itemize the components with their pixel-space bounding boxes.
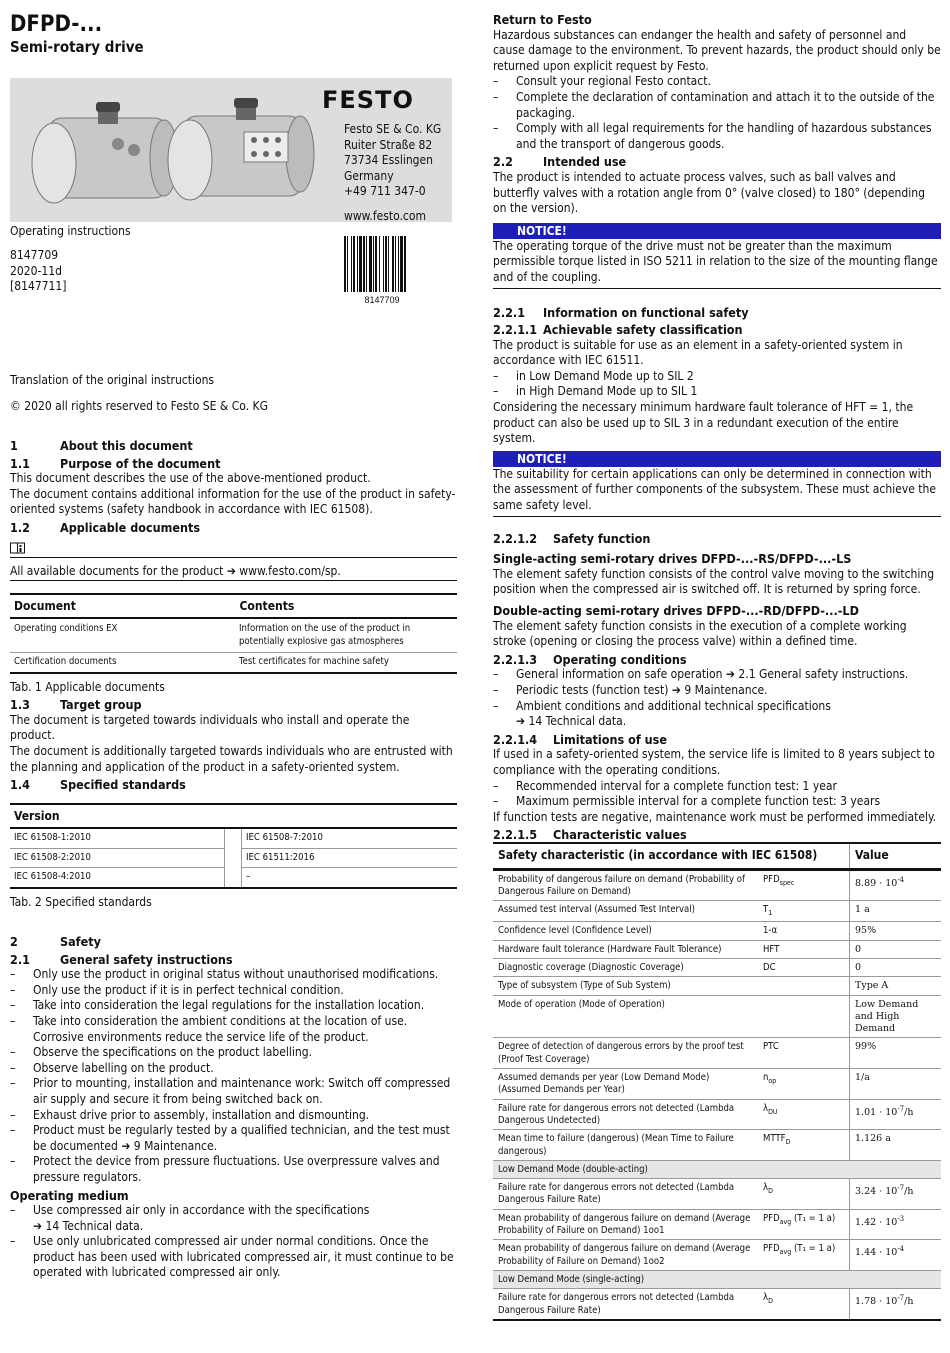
cv-characteristic: Degree of detection of dangerous errors by the proof test (Proof Test Coverage) [498, 1041, 744, 1065]
cross-reference[interactable]: ➔ 14 Technical data. [516, 714, 627, 729]
standard-item: IEC 61511:2016 [242, 849, 457, 868]
cv-symbol: $n_{op}$ [763, 1072, 777, 1085]
table-header-document: Document [14, 599, 76, 614]
company-name: Festo SE & Co. KG [344, 122, 442, 136]
barcode-bar [363, 236, 365, 292]
section-2 [10, 934, 457, 1281]
list-item: – Use only unlubricated compressed air under normal conditions. Once the product has been used with lubricated compressed air, it must continue to be operated with lubricated compressed air only. [10, 1234, 457, 1281]
section-1-1-heading: 1.1 Purpose of the document [10, 455, 221, 471]
section-2-2-1-heading: 2.2.1 Information on functional safety [493, 304, 749, 320]
cv-value: $8.89 \cdot 10^{-4}$ [849, 871, 941, 901]
cv-symbol: $PFD_{avg}$ (T₁ = 1 a) [763, 1243, 836, 1257]
cv-symbol: $\lambda_{DU}$ [763, 1102, 778, 1116]
double-acting-heading: Double-acting semi-rotary drives DFPD-...-RD/DFPD-...-LD [493, 603, 859, 618]
barcode-bar [351, 236, 352, 292]
cv-characteristic: Assumed test interval (Assumed Test Interval) [498, 904, 695, 916]
standard-item: IEC 61508-1:2010 [10, 829, 224, 848]
cv-characteristic: Hardware fault tolerance (Hardware Fault Tolerance) [498, 943, 722, 955]
cv-value: 0 [849, 941, 941, 958]
section-2-2-1-4-text-2: If function tests are negative, maintenance work must be performed immediately. [493, 809, 937, 824]
cv-symbol-sub: DU [768, 1107, 778, 1116]
cv-characteristic: Mean probability of dangerous failure on demand (Average Probability of Failure on Demand) 1oo2 [498, 1243, 751, 1267]
return-to-festo-text: Hazardous substances can endanger the health and safety of personnel and cause damage to the environment. To prevent hazards, the product should only be returned upon explicit request by Festo. [493, 27, 941, 73]
table-cell: Operating conditions EX [14, 623, 118, 635]
documentation-icon [10, 542, 26, 554]
standards-left-column [10, 829, 224, 886]
barcode-bar [366, 236, 367, 292]
section-1-4-heading: 1.4 Specified standards [10, 777, 186, 793]
product-image [18, 88, 318, 216]
cv-characteristic: Diagnostic coverage (Diagnostic Coverage) [498, 961, 684, 973]
list-item: – in Low Demand Mode up to SIL 2 [493, 369, 941, 385]
table-1-caption: Tab. 1 Applicable documents [10, 679, 165, 694]
info-box-top [10, 536, 457, 558]
cv-row [493, 1069, 941, 1100]
notice-banner: NOTICE! [493, 451, 941, 467]
cv-header-row [493, 844, 941, 871]
list-item: – Periodic tests (function test) ➔ 9 Maintenance. [493, 683, 941, 699]
standards-table-body [10, 829, 457, 886]
cv-value-exp: -3 [897, 1214, 905, 1223]
doc-title: DFPD-... [10, 12, 103, 37]
list-item: – Complete the declaration of contamination and attach it to the outside of the packaging. [493, 90, 941, 121]
barcode-bar [357, 236, 358, 292]
list-item: – Take into consideration the ambient conditions at the location of use. Corrosive environments reduce the service life of the product. [10, 1014, 457, 1045]
cv-row [493, 959, 941, 977]
cv-row [493, 922, 941, 940]
cv-symbol: $MTTF_D$ [763, 1133, 791, 1147]
barcode-bar [353, 236, 355, 292]
safety-instructions-list [10, 967, 457, 1185]
return-to-festo [493, 12, 941, 843]
table-cell: Test certificates for machine safety [239, 656, 389, 668]
cv-value: Type A [849, 977, 941, 994]
cv-symbol-sub: avg [779, 1248, 792, 1257]
cv-symbol: HFT [763, 943, 780, 955]
cv-header-value: Value [849, 844, 941, 868]
cv-characteristic: Failure rate for dangerous errors not detected (Lambda Dangerous Failure Rate) [498, 1182, 735, 1206]
list-item: – Use compressed air only in accordance with the specifications [10, 1203, 457, 1219]
standard-item: – [246, 871, 251, 883]
table-row [10, 618, 457, 653]
cv-value-exp: -4 [897, 875, 905, 884]
cv-value: Low Demand and High Demand [849, 996, 941, 1038]
doc-subtitle: Semi-rotary drive [10, 38, 144, 56]
cv-symbol [759, 977, 849, 994]
applicable-documents-table [10, 593, 457, 674]
cv-characteristic: Mode of operation (Mode of Operation) [498, 998, 665, 1010]
product-header-panel [10, 78, 452, 222]
company-phone: +49 711 347-0 [344, 184, 426, 198]
table-2-caption: Tab. 2 Specified standards [10, 894, 152, 909]
section-1-2-heading: 1.2 Applicable documents [10, 519, 201, 535]
list-item: – Maximum permissible interval for a complete function test: 3 years [493, 794, 941, 810]
section-2-heading: 2 Safety [10, 934, 101, 949]
cv-characteristic: Confidence level (Confidence Level) [498, 925, 652, 937]
cv-symbol-sub: op [768, 1076, 777, 1085]
cv-row [493, 977, 941, 995]
list-item: – Observe labelling on the product. [10, 1061, 457, 1077]
cv-value: 99% [849, 1038, 941, 1068]
operating-medium-heading: Operating medium [10, 1187, 129, 1203]
barcode-bar [398, 236, 399, 292]
section-2-2-heading: 2.2 Intended use [493, 154, 627, 170]
cv-value-exp: -4 [897, 1245, 905, 1254]
table-header-contents: Contents [235, 594, 457, 618]
barcode-number: 8147709 [364, 294, 400, 305]
cv-value: $1.42 \cdot 10^{-3}$ [849, 1210, 941, 1240]
list-item: – Consult your regional Festo contact. [493, 74, 941, 90]
cv-characteristic: Failure rate for dangerous errors not detected (Lambda Dangerous Undetected) [498, 1102, 735, 1126]
standard-item: IEC 61508-7:2010 [242, 829, 457, 848]
characteristic-values-table [493, 842, 941, 1321]
festo-logo: FESTO [322, 86, 414, 114]
barcode-bar [359, 236, 362, 292]
cv-value-exp: -7 [897, 1104, 905, 1113]
section-2-1-heading: 2.1 General safety instructions [10, 951, 233, 967]
cv-symbol-sub: D [768, 1297, 773, 1306]
list-item: – Exhaust drive prior to assembly, installation and dismounting. [10, 1108, 457, 1124]
barcode-bar [388, 236, 389, 292]
cv-group-row: Low Demand Mode (double-acting) [493, 1161, 941, 1179]
barcode-bars [344, 236, 420, 292]
cv-row [493, 1130, 941, 1161]
section-1-1-text-1: This document describes the use of the above-mentioned product. [10, 471, 371, 486]
standard-item: IEC 61508-4:2010 [14, 871, 91, 883]
cv-symbol: $PFD_{spec}$ [763, 873, 795, 887]
cv-body [493, 871, 941, 1319]
barcode-bar [375, 236, 377, 292]
double-acting-text: The element safety function consists in the execution of a complete working stroke (opening or closing the process valve) within a defined time. [493, 618, 907, 649]
barcode-bar [400, 236, 403, 292]
cv-value: 1 a [849, 901, 941, 921]
cv-value: 1.126 a [849, 1130, 941, 1160]
barcode-bar [383, 236, 384, 292]
cv-row [493, 1100, 941, 1131]
barcode-bar [344, 236, 346, 292]
notice-banner: NOTICE! [493, 223, 941, 239]
cv-characteristic: Type of subsystem (Type of Sub System) [498, 980, 671, 992]
cv-symbol: 1-α [763, 925, 778, 937]
cv-characteristic: Probability of dangerous failure on demand (Probability of Dangerous Failure on Demand) [498, 873, 745, 897]
cv-value: 0 [849, 959, 941, 976]
cv-group-row: Low Demand Mode (single-acting) [493, 1271, 941, 1289]
return-to-festo-heading: Return to Festo [493, 12, 592, 27]
company-country: Germany [344, 168, 394, 183]
section-1-1-text-2: The document contains additional information for the use of the product in safety-oriented systems (safety handbook in accordance with IEC 61508). [10, 486, 456, 517]
section-1 [10, 438, 457, 910]
section-2-2-1-4-text: If used in a safety-oriented system, the service life is limited to 8 years subject to compliance with the operating conditions. [493, 747, 935, 777]
cv-row [493, 1289, 941, 1319]
cv-symbol: $T_1$ [763, 904, 773, 918]
cv-symbol-sub: avg [779, 1217, 792, 1226]
list-item: – Product must be regularly tested by a qualified technician, and the test must be documented ➔ 9 Maintenance. [10, 1123, 457, 1154]
cv-value: 1/a [849, 1069, 941, 1099]
cv-characteristic: Assumed demands per year (Low Demand Mode) (Assumed Demands per Year) [498, 1072, 710, 1096]
cv-symbol [759, 996, 849, 1038]
cv-row [493, 871, 941, 902]
company-website[interactable]: www.festo.com [344, 208, 426, 223]
cv-value: $1.01 \cdot 10^{-7}/h$ [849, 1100, 941, 1130]
section-2-2-1-5-heading: 2.2.1.5 Characteristic values [493, 827, 687, 843]
cv-value: $1.78 \cdot 10^{-7}/h$ [849, 1289, 941, 1319]
barcode [344, 236, 420, 305]
cv-symbol: DC [763, 961, 776, 973]
section-2-2-1-1-heading: 2.2.1.1 Achievable safety classification [493, 322, 743, 338]
barcode-bar [392, 236, 394, 292]
table-row [10, 653, 457, 673]
table-cell: Certification documents [14, 656, 117, 668]
barcode-bar [385, 236, 387, 292]
cv-row [493, 1240, 941, 1271]
standards-right-column [242, 829, 457, 886]
single-acting-text: The element safety function consists of the control valve moving to the switching position when the compressed air is switched off. It is returned by spring force. [493, 566, 935, 597]
section-1-3-text-2: The document is additionally targeted towards individuals who are entrusted with the planning and application of the product in a safety-oriented system. [10, 744, 453, 774]
cv-row [493, 901, 941, 922]
cv-row [493, 941, 941, 959]
company-city: 73734 Esslingen [344, 153, 434, 167]
section-2-2-1-2-heading: 2.2.1.2 Safety function [493, 530, 651, 546]
table-header-row [10, 594, 457, 618]
cv-symbol: $\lambda_D$ [763, 1182, 773, 1196]
section-1-3-heading: 1.3 Target group [10, 697, 142, 713]
translation-note: Translation of the original instructions [10, 373, 215, 387]
cv-symbol: PTC [763, 1041, 779, 1053]
doc-date: 2020-11d [10, 263, 62, 278]
list-item: – Take into consideration the legal regulations for the installation location. [10, 998, 457, 1014]
cross-reference[interactable]: ➔ 14 Technical data. [33, 1218, 144, 1233]
standards-spacer [224, 829, 242, 886]
cv-value: $1.44 \cdot 10^{-4}$ [849, 1240, 941, 1270]
doc-number: 8147709 [10, 248, 59, 262]
list-item: – Comply with all legal requirements for the handling of hazardous substances and the transport of dangerous goods. [493, 121, 941, 152]
barcode-bar [404, 236, 406, 292]
cv-value-exp: -7 [897, 1294, 905, 1303]
table-cell: Information on the use of the product in potentially explosive gas atmospheres [239, 623, 411, 647]
list-item: – Observe the specifications on the product labelling. [10, 1045, 457, 1061]
standards-table [10, 803, 457, 889]
cv-characteristic: Failure rate for dangerous errors not detected (Lambda Dangerous Failure Rate) [498, 1292, 735, 1316]
barcode-bar [373, 236, 374, 292]
notice-text: The operating torque of the drive must not be greater than the maximum permissible torque listed in ISO 5211 in relation to the size of the mounting flange and of the coupling. [493, 239, 941, 289]
cv-row [493, 1038, 941, 1069]
list-item: – Only use the product if it is in perfect technical condition. [10, 983, 457, 999]
standards-table-header: Version [10, 805, 457, 830]
section-1-3-text-1: The document is targeted towards individuals who install and operate the product. [10, 712, 410, 743]
company-address [344, 122, 441, 224]
doc-meta [10, 248, 67, 295]
cv-value-exp: -7 [897, 1184, 905, 1193]
section-2-2-1-3-heading: 2.2.1.3 Operating conditions [493, 651, 687, 667]
doc-ref: [8147711] [10, 279, 67, 294]
cv-row [493, 996, 941, 1039]
cv-symbol: $PFD_{avg}$ (T₁ = 1 a) [763, 1212, 836, 1226]
available-documents-line: All available documents for the product ➔ www.festo.com/sp. [10, 558, 457, 582]
company-street: Ruiter Straße 82 [344, 137, 433, 152]
single-acting-heading: Single-acting semi-rotary drives DFPD-...-RS/DFPD-...-LS [493, 551, 852, 567]
list-item: – Only use the product in original status without unauthorised modifications. [10, 967, 457, 983]
doc-type: Operating instructions [10, 224, 131, 238]
cv-symbol: $\lambda_D$ [763, 1292, 773, 1306]
cv-symbol-sub: 1 [768, 909, 773, 918]
list-item: – in High Demand Mode up to SIL 1 [493, 384, 941, 400]
cv-symbol-sub: D [768, 1187, 773, 1196]
section-2-2-text: The product is intended to actuate process valves, such as ball valves and butterfly valves with a rotation angle from 0° (valve closed) to 180° (depending on the version). [493, 169, 925, 216]
list-item: – General information on safe operation ➔ 2.1 General safety instructions. [493, 667, 941, 683]
list-item: – Prior to mounting, installation and maintenance work: Switch off compressed air supply and secure it from being switched back on. [10, 1076, 457, 1107]
cv-value: $3.24 \cdot 10^{-7}/h$ [849, 1179, 941, 1209]
standard-item: IEC 61508-2:2010 [10, 849, 224, 868]
barcode-bar [347, 236, 348, 292]
section-2-2-1-4-heading: 2.2.1.4 Limitations of use [493, 731, 667, 747]
section-1-heading: 1 About this document [10, 438, 193, 453]
section-2-2-1-1-text-2: Considering the necessary minimum hardware fault tolerance of HFT = 1, the product can also be used up to SIL 3 in a redundant execution of the entire system. [493, 400, 914, 446]
cv-header-characteristic: Safety characteristic (in accordance with IEC 61508) [498, 848, 818, 862]
cv-value: 95% [849, 922, 941, 939]
barcode-bar [379, 236, 380, 292]
cv-characteristic: Mean probability of dangerous failure on demand (Average Probability of Failure on Demand) 1oo1 [498, 1212, 751, 1237]
cv-row [493, 1210, 941, 1241]
section-2-2-1-1-text: The product is suitable for use as an element in a safety-oriented system in accordance with IEC 61511. [493, 337, 903, 368]
barcode-bar [369, 236, 372, 292]
cv-characteristic: Mean time to failure (dangerous) (Mean Time to Failure dangerous) [498, 1133, 734, 1157]
list-item: – Ambient conditions and additional technical specifications [493, 699, 941, 715]
cv-row [493, 1179, 941, 1210]
cv-symbol-sub: spec [779, 878, 795, 887]
list-item: – Protect the device from pressure fluctuations. Use overpressure valves and pressure regulators. [10, 1154, 457, 1185]
list-item: – Recommended interval for a complete function test: 1 year [493, 779, 941, 795]
cv-symbol-sub: D [785, 1138, 791, 1147]
barcode-bar [395, 236, 396, 292]
notice-text: The suitability for certain applications can only be determined in connection with the assessment of further components of the subsystem. These must achieve the same safety level. [493, 467, 941, 517]
copyright: © 2020 all rights reserved to Festo SE & Co. KG [10, 399, 268, 413]
